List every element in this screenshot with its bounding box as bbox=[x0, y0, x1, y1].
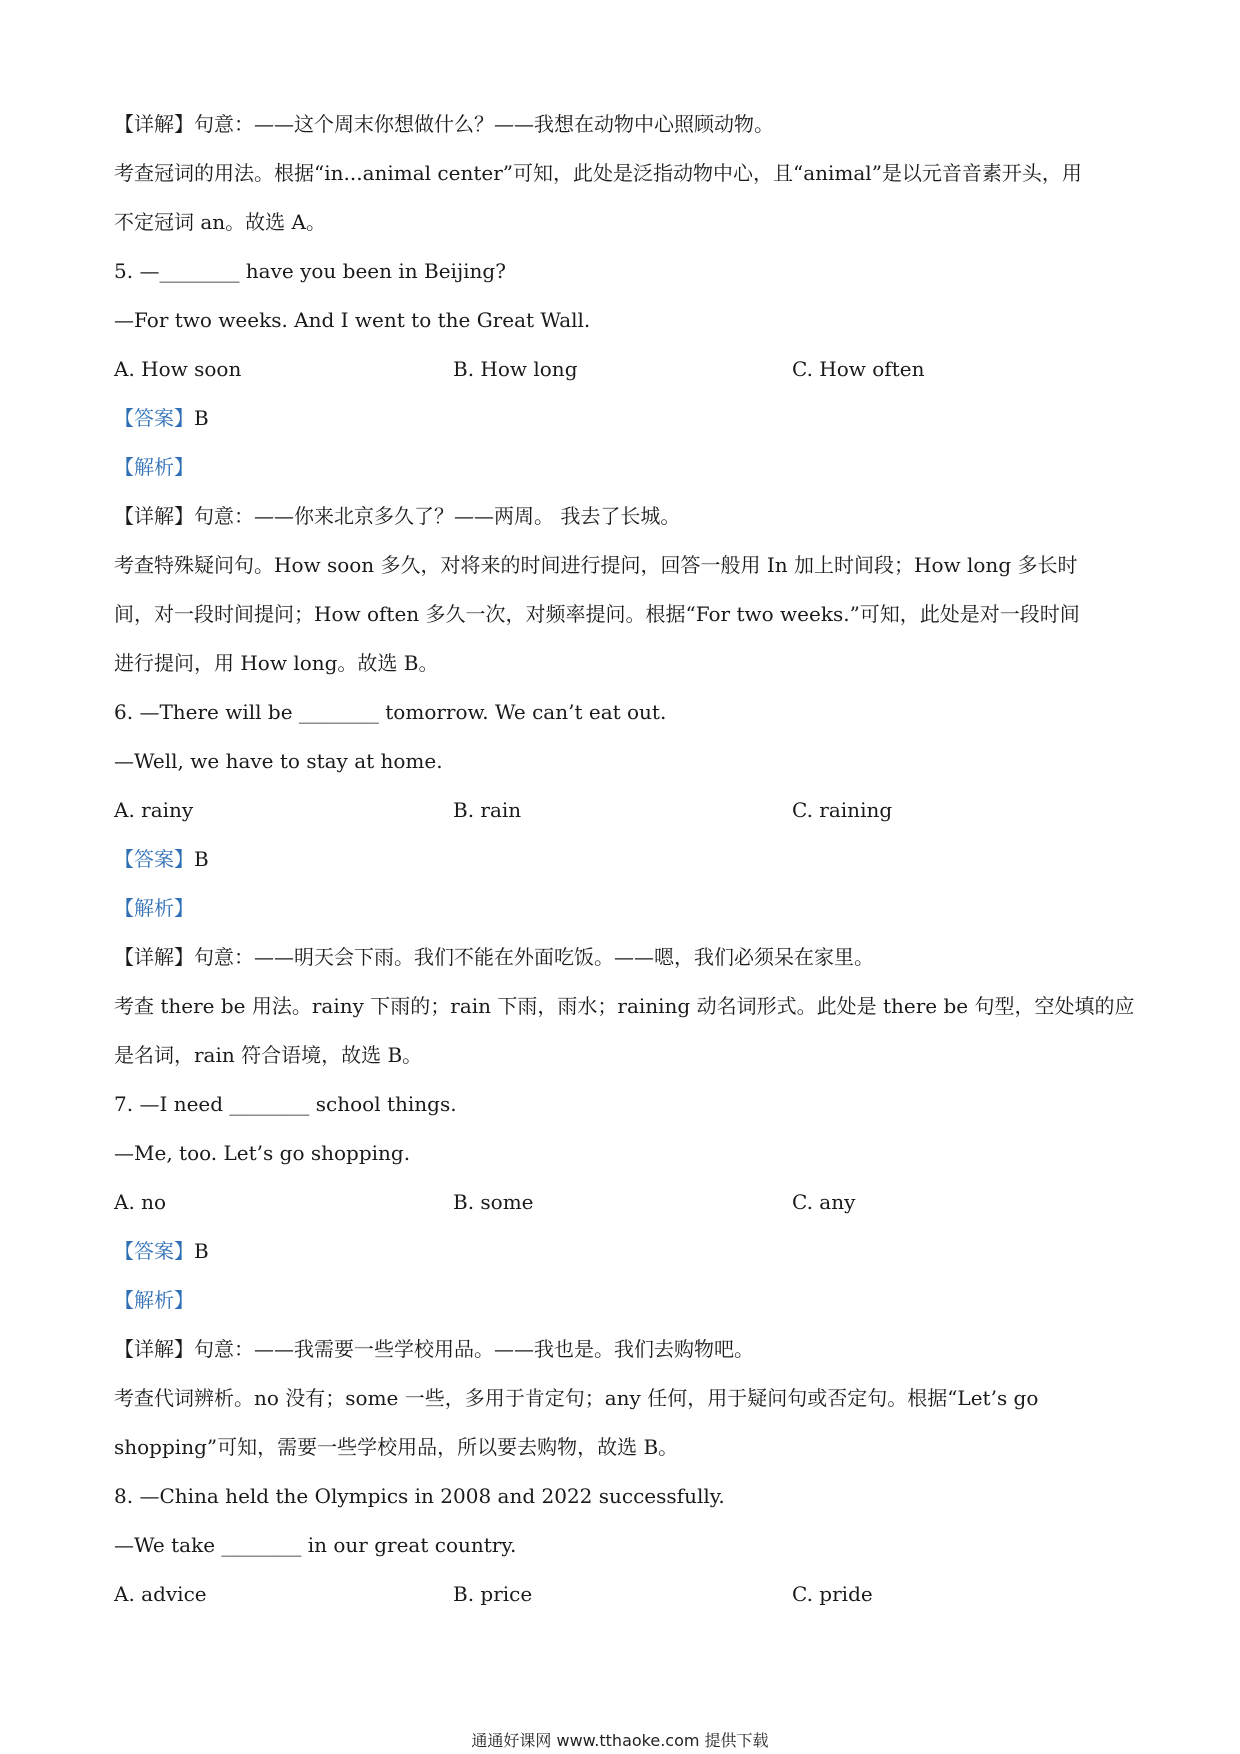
answer-line bbox=[114, 394, 1134, 443]
text-line: 6. —There will be ________ tomorrow. We can’t eat out. bbox=[114, 700, 667, 724]
option-b: B. How long bbox=[453, 357, 578, 381]
option-c: C. pride bbox=[792, 1582, 873, 1606]
text-line: 5. —________ have you been in Beijing? bbox=[114, 259, 506, 283]
answer-line bbox=[114, 1227, 1134, 1276]
text-line: 间，对一段时间提问；How often 多久一次，对频率提问。根据“For two weeks.”可知，此处是对一段时间 bbox=[114, 602, 1080, 626]
text-line: 不定冠词 an。故选 A。 bbox=[114, 210, 326, 234]
answer-value: B bbox=[194, 406, 209, 430]
option-b: B. price bbox=[453, 1582, 533, 1606]
answer-options bbox=[114, 345, 1134, 394]
text-line: shopping”可知，需要一些学校用品，所以要去购物，故选 B。 bbox=[114, 1435, 679, 1459]
text-line: 进行提问，用 How long。故选 B。 bbox=[114, 651, 439, 675]
text-line: 是名词，rain 符合语境，故选 B。 bbox=[114, 1043, 423, 1067]
answer-label: 【答案】 bbox=[114, 1239, 194, 1263]
text-line: 考查代词辨析。no 没有；some 一些，多用于肯定句；any 任何，用于疑问句或否定句。根据“Let’s go bbox=[114, 1386, 1039, 1410]
text-line: 【详解】句意：——你来北京多久了？——两周。 我去了长城。 bbox=[114, 504, 681, 528]
page-footer: 通通好课网 www.tthaoke.com 提供下载 bbox=[471, 1731, 769, 1750]
answer-options bbox=[114, 786, 1134, 835]
analysis-label: 【解析】 bbox=[114, 455, 194, 479]
option-b: B. some bbox=[453, 1190, 534, 1214]
option-c: C. How often bbox=[792, 357, 925, 381]
answer-line bbox=[114, 835, 1134, 884]
text-line: —For two weeks. And I went to the Great Wall. bbox=[114, 308, 591, 332]
answer-label: 【答案】 bbox=[114, 847, 194, 871]
option-a: A. How soon bbox=[114, 357, 242, 381]
analysis-label: 【解析】 bbox=[114, 896, 194, 920]
option-b: B. rain bbox=[453, 798, 522, 822]
answer-options bbox=[114, 1178, 1134, 1227]
option-c: C. any bbox=[792, 1190, 856, 1214]
answer-label: 【答案】 bbox=[114, 406, 194, 430]
answer-options bbox=[114, 1570, 1134, 1619]
document-body bbox=[114, 100, 1134, 1619]
text-line: 考查冠词的用法。根据“in...animal center”可知，此处是泛指动物中心，且“animal”是以元音音素开头，用 bbox=[114, 161, 1082, 185]
text-line: 考查特殊疑问句。How soon 多久，对将来的时间进行提问，回答一般用 In 加上时间段；How long 多长时 bbox=[114, 553, 1078, 577]
answer-value: B bbox=[194, 1239, 209, 1263]
answer-value: B bbox=[194, 847, 209, 871]
option-c: C. raining bbox=[792, 798, 893, 822]
option-a: A. no bbox=[114, 1190, 167, 1214]
analysis-label: 【解析】 bbox=[114, 1288, 194, 1312]
text-line: 考查 there be 用法。rainy 下雨的；rain 下雨，雨水；raining 动名词形式。此处是 there be 句型，空处填的应 bbox=[114, 994, 1135, 1018]
text-line: —We take ________ in our great country. bbox=[114, 1533, 517, 1557]
text-line: 【详解】句意：——明天会下雨。我们不能在外面吃饭。——嗯，我们必须呆在家里。 bbox=[114, 945, 874, 969]
text-line: 【详解】句意：——这个周末你想做什么？——我想在动物中心照顾动物。 bbox=[114, 112, 774, 136]
option-a: A. rainy bbox=[114, 798, 194, 822]
text-line: 【详解】句意：——我需要一些学校用品。——我也是。我们去购物吧。 bbox=[114, 1337, 754, 1361]
text-line: —Well, we have to stay at home. bbox=[114, 749, 443, 773]
text-line: 8. —China held the Olympics in 2008 and 2022 successfully. bbox=[114, 1484, 725, 1508]
text-line: —Me, too. Let’s go shopping. bbox=[114, 1141, 411, 1165]
text-line: 7. —I need ________ school things. bbox=[114, 1092, 457, 1116]
option-a: A. advice bbox=[114, 1582, 207, 1606]
